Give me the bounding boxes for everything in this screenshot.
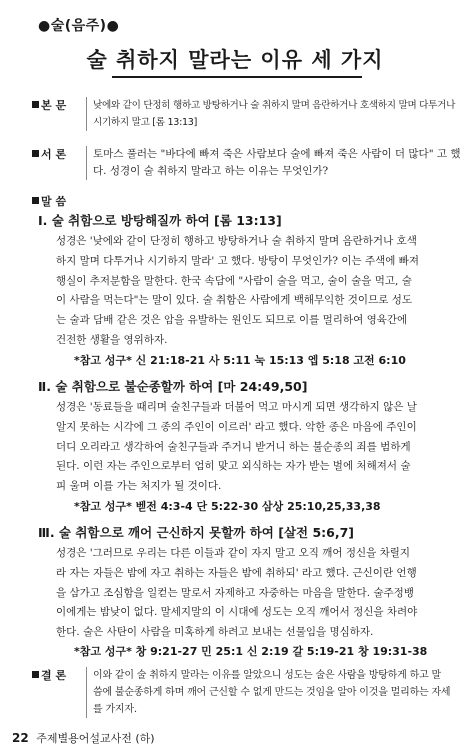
body-line: 피 울며 이를 가는 처지가 될 것이다. bbox=[56, 480, 222, 493]
section-label-gyeollon: 결 론 bbox=[32, 667, 66, 683]
page-number: 22 bbox=[12, 731, 29, 745]
section-body-gyeollon bbox=[86, 667, 450, 718]
body-line: 건전한 생활을 영위하자. bbox=[56, 333, 168, 346]
section-body-seoron bbox=[86, 146, 461, 180]
point-body-2 bbox=[56, 398, 450, 497]
body-line: 이 사람을 먹는다"는 말이 있다. 술 취함은 사람에게 백해무익한 것이므로 성도 bbox=[56, 294, 412, 307]
reference-verses-1: *참고 성구* 신 21:18-21 사 5:11 눅 15:13 엡 5:18 고전 6:10 bbox=[74, 354, 406, 367]
book-title: 주제별용어설교사전 (하) bbox=[36, 732, 155, 745]
gyeollon-line: 이와 같이 술 취하지 말라는 이유를 알았으니 성도는 술은 사람을 방탕하게 하고 말 bbox=[93, 670, 441, 681]
square-bullet-icon bbox=[32, 101, 39, 108]
reference-verses-3: *참고 성구* 창 9:21-27 민 25:1 신 2:19 갈 5:19-21 창 19:31-38 bbox=[74, 645, 428, 658]
seoron-line: 토마스 풀러는 "바다에 빠져 죽은 사람보다 술에 빠져 죽은 사람이 더 많다" 고 했 bbox=[93, 148, 461, 160]
body-line: 알지 못하는 시각에 그 종의 주인이 이르러' 라고 했다. 악한 종은 마음에 주인이 bbox=[56, 420, 417, 433]
section-body-bonmun bbox=[86, 97, 456, 131]
body-line: 더디 오리라고 생각하여 술친구들과 주거니 받거니 하는 불순종의 죄를 범하게 bbox=[56, 440, 411, 453]
body-line: 행실이 추저분함을 말한다. 한국 속담에 "사람이 술을 먹고, 술이 술을 먹고, 술 bbox=[56, 274, 412, 287]
reference-verses-2: *참고 성구* 벧전 4:3-4 단 5:22-30 삼상 25:10,25,33,38 bbox=[74, 500, 381, 513]
body-line: 라 자는 자들은 밤에 자고 취하는 자들은 밤에 취하되' 라고 했다. 근신이란 언행 bbox=[56, 566, 417, 579]
section-seoron bbox=[32, 146, 461, 182]
point-body-3 bbox=[56, 544, 450, 643]
title-underline bbox=[112, 76, 362, 78]
square-bullet-icon bbox=[32, 671, 39, 678]
gyeollon-line: 씀에 불순종하게 하며 깨어 근신할 수 없게 만드는 것임을 알아 이것을 멀리하는 자세 bbox=[93, 687, 451, 698]
seoron-line: 다. 성경이 술 취하지 말라고 하는 이유는 무엇인가? bbox=[93, 165, 329, 177]
topic-label: ●술(음주)● bbox=[38, 18, 120, 34]
square-bullet-icon bbox=[32, 197, 39, 204]
body-line: 는 술과 담배 같은 것은 암을 유발하는 원인도 되므로 이를 멀리하여 영육간에 bbox=[56, 314, 408, 327]
point-heading-1: Ⅰ. 술 취함으로 방탕해질까 하여 [롬 13:13] bbox=[38, 213, 282, 228]
section-label-seoron: 서 론 bbox=[32, 146, 66, 162]
section-label-malsseum: 말 씀 bbox=[32, 193, 66, 209]
section-bonmun bbox=[32, 97, 456, 133]
body-line: 을 삼가고 조심함을 일컫는 말로서 자제하고 자중하는 마음을 말한다. 술주정뱅 bbox=[56, 586, 414, 599]
section-malsseum bbox=[32, 193, 450, 209]
point-body-1 bbox=[56, 232, 450, 351]
body-line: 이에게는 밤낮이 없다. 말세지말의 이 시대에 성도는 오직 깨어서 정신을 차려야 bbox=[56, 606, 418, 619]
square-bullet-icon bbox=[32, 150, 39, 157]
page-title: 술 취하지 말라는 이유 세 가지 bbox=[86, 48, 384, 72]
body-line: 된다. 이런 자는 주인으로부터 엄히 맞고 외식하는 자가 받는 벌에 처해져서 술 bbox=[56, 460, 411, 473]
page-footer bbox=[12, 730, 155, 746]
point-heading-2: Ⅱ. 술 취함으로 불순종할까 하여 [마 24:49,50] bbox=[38, 379, 308, 394]
body-line: 성경은 '동료들을 때리며 술친구들과 더불어 먹고 마시게 되면 생각하지 않은 날 bbox=[56, 401, 417, 413]
bonmun-line: 낮에와 같이 단정히 행하고 방탕하거나 술 취하지 말며 음란하거나 호색하지 말며 다투거나 bbox=[93, 100, 456, 111]
gyeollon-line: 를 가지자. bbox=[93, 704, 137, 715]
body-line: 성경은 '그러므로 우리는 다른 이들과 같이 자지 말고 오직 깨어 정신을 차릴지 bbox=[56, 547, 411, 559]
bonmun-line: 시기하지 말고 [롬 13:13] bbox=[93, 117, 198, 128]
point-heading-3: Ⅲ. 술 취함으로 깨어 근신하지 못할까 하여 [살전 5:6,7] bbox=[38, 525, 354, 540]
body-line: 하지 말며 다투거나 시기하지 말라' 고 했다. 방탕이 무엇인가? 이는 주색에 빠져 bbox=[56, 254, 419, 267]
body-line: 한다. 술은 사탄이 사람을 미혹하게 하려고 보내는 선물임을 명심하자. bbox=[56, 626, 374, 639]
section-gyeollon bbox=[32, 667, 450, 721]
section-label-bonmun: 본 문 bbox=[32, 97, 66, 113]
body-line: 성경은 '낮에와 같이 단정히 행하고 방탕하거나 술 취하지 말며 음란하거나 호색 bbox=[56, 235, 417, 247]
